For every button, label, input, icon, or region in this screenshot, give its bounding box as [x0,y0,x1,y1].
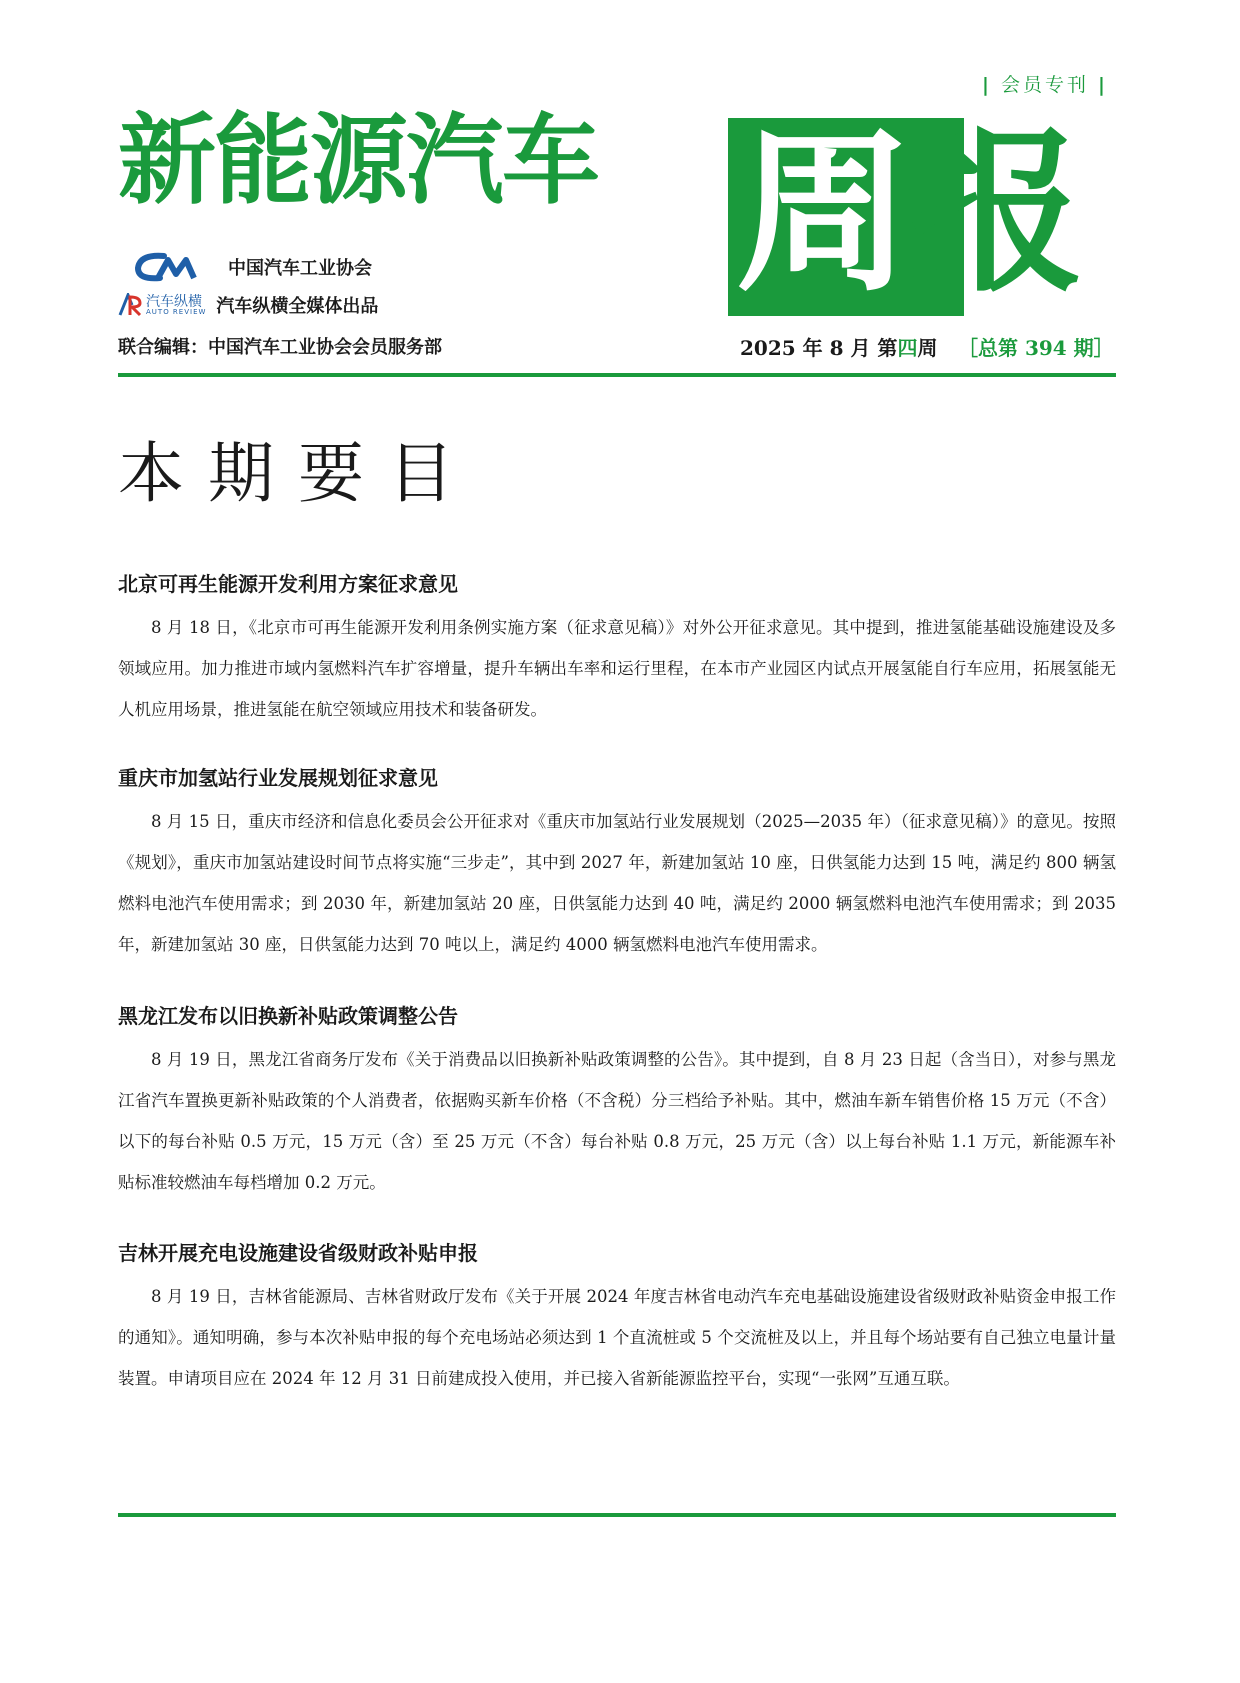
tag-label: 会员专刊 [1000,74,1089,96]
article-title: 黑龙江发布以旧换新补贴政策调整公告 [118,1004,458,1028]
article-body: 8 月 15 日，重庆市经济和信息化委员会公开征求对《重庆市加氢站行业发展规划（2025—2035 年）（征求意见稿）》的意见。按照《规划》，重庆市加氢站建设时间节点将实施“三步走”，其中到 2027 年，新建加氢站 10 座，日供氢能力达到 15 吨，满足约 800 辆氢燃料电池汽车使用需求；到 2030 年，新建加氢站 20 座，日供氢能力达到 40 吨，满足约 2000 辆氢燃料电池汽车使用需求；到 2035 年，新建加氢站 30 座，日供氢能力达到 70 吨以上，满足约 4000 辆氢燃料电池汽车使用需求。 [118,812,1116,954]
tag-right-bar: | [1098,74,1108,96]
section-title: 本期要目 [118,435,478,512]
article-title: 北京可再生能源开发利用方案征求意见 [118,572,458,596]
masthead-weekly [736,108,1080,319]
joint-editors: 联合编辑：中国汽车工业协会会员服务部 [118,337,442,358]
article-body: 8 月 18 日，《北京市可再生能源开发利用条例实施方案（征求意见稿）》对外公开征求意见。其中提到，推进氢能基础设施建设及多领域应用。加力推进市域内氢燃料汽车扩容增量，提升车辆出车率和运行里程，在本市产业园区内试点开展氢能自行车应用，拓展氢能无人机应用场景，推进氢能在航空领域应用技术和装备研发。 [118,618,1116,719]
footer-divider [118,1513,1116,1517]
publisher-caam: 中国汽车工业协会 [228,258,372,279]
masthead-weekly-char-1: 周 [736,111,909,316]
caam-logo-icon [134,252,206,282]
article [118,568,1116,730]
issue-week: 四 [897,336,918,360]
issue-date-suffix: 周 [917,336,938,360]
member-edition-tag [982,70,1108,97]
issue-date-prefix: 2025 年 8 月 第 [740,336,898,360]
article-title: 吉林开展充电设施建设省级财政补贴申报 [118,1241,478,1265]
header-divider [118,373,1116,377]
article [118,1000,1116,1203]
auto-review-logo-cn: 汽车纵横 [146,293,202,310]
article-body: 8 月 19 日，吉林省能源局、吉林省财政厅发布《关于开展 2024 年度吉林省电动汽车充电基础设施建设省级财政补贴资金申报工作的通知》。通知明确，参与本次补贴申报的每个充电场站必须达到 1 个直流桩或 5 个交流桩及以上，并且每个场站要有自己独立电量计量装置。申请项目应在 2024 年 12 月 31 日前建成投入使用，并已接入省新能源监控平台，实现“一张网”互通互联。 [118,1287,1116,1388]
masthead-weekly-char-2: 报 [908,111,1081,316]
article [118,762,1116,965]
auto-review-logo [118,293,206,317]
publisher-auto-review: 汽车纵横全媒体出品 [216,296,379,317]
tag-left-bar: | [981,74,992,96]
publisher-row-caam [118,252,372,282]
publisher-row-autoreview [118,292,378,318]
article [118,1237,1116,1399]
auto-review-logo-en: AUTO REVIEW [146,307,207,316]
article-body: 8 月 19 日，黑龙江省商务厅发布《关于消费品以旧换新补贴政策调整的公告》。其中提到，自 8 月 23 日起（含当日），对参与黑龙江省汽车置换更新补贴政策的个人消费者，依据购买新车价格（不含税）分三档给予补贴。其中，燃油车新车销售价格 15 万元（不含）以下的每台补贴 0.5 万元，15 万元（含）至 25 万元（不含）每台补贴 0.8 万元，25 万元（含）以上每台补贴 1.1 万元，新能源车补贴标准较燃油车每档增加 0.2 万元。 [118,1050,1116,1192]
masthead-title: 新能源汽车 [118,104,599,218]
issue-date [740,332,937,361]
issue-total-number: ［总第 394 期］ [958,336,1114,360]
auto-review-mark-icon [118,293,144,317]
article-title: 重庆市加氢站行业发展规划征求意见 [118,766,438,790]
